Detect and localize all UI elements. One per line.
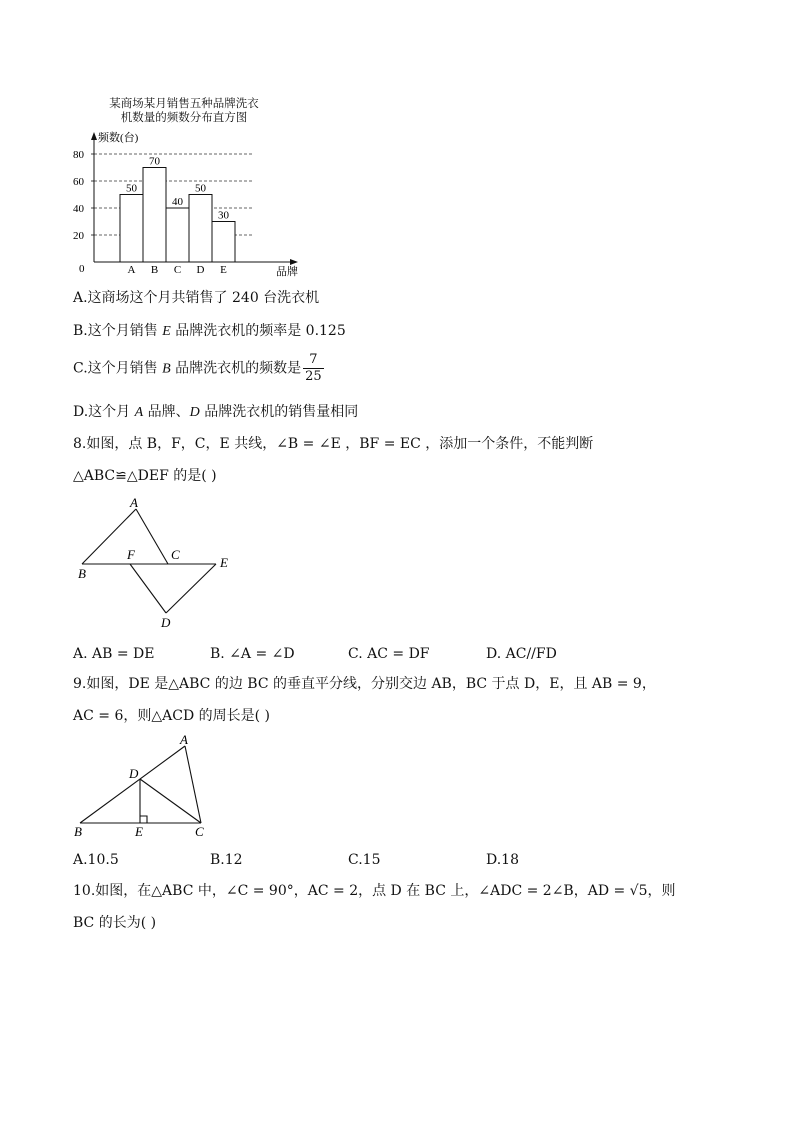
- q7-option-c: C.这个月销售 B 品牌洗衣机的频数是 $\frac{7}{25}$: [73, 352, 322, 384]
- q8-option-b: B. ∠A = ∠D: [210, 646, 295, 662]
- bar-B: [143, 168, 166, 263]
- q8-option-d: D. AC//FD: [486, 646, 557, 662]
- q9-option-c: C.15: [348, 852, 381, 868]
- bar-D: [189, 195, 212, 263]
- q9-option-d: D.18: [486, 852, 519, 868]
- q8-option-a: A. AB = DE: [73, 646, 155, 662]
- q9-stem-line2: AC = 6，则△ACD 的周长是( ): [73, 708, 270, 724]
- origin-label: 0: [79, 263, 85, 275]
- label-E: E: [220, 555, 228, 570]
- label-C: C: [195, 824, 204, 839]
- label-D: D: [129, 766, 139, 781]
- q9-option-a: A.10.5: [73, 852, 119, 868]
- q9-option-b: B.12: [210, 852, 243, 868]
- y-tick-label: 20: [73, 230, 84, 242]
- y-tick-label: 40: [73, 203, 84, 215]
- y-axis-label: 频数(台): [98, 132, 139, 144]
- chart-title-line1: 某商场某月销售五种品牌洗衣: [109, 96, 259, 110]
- bar-value-label: 30: [218, 209, 229, 222]
- bar-value-label: 40: [172, 196, 183, 208]
- label-A: A: [180, 732, 188, 747]
- x-axis-label: 品牌: [276, 266, 298, 278]
- q7-option-d: D.这个月 A 品牌、D 品牌洗衣机的销售量相同: [73, 404, 359, 420]
- y-tick-label: 80: [73, 149, 84, 161]
- x-tick-label: A: [127, 264, 136, 276]
- label-E: E: [135, 824, 143, 839]
- label-C: C: [171, 547, 180, 562]
- q8-option-c: C. AC = DF: [348, 646, 430, 662]
- q10-stem-line2: BC 的长为( ): [73, 915, 157, 931]
- bar-value-label: 70: [149, 155, 160, 168]
- bar-A: [120, 195, 143, 263]
- fraction: $\frac{7}{25}$: [305, 352, 322, 384]
- q8-figure: [70, 495, 240, 635]
- y-tick-label: 60: [73, 176, 84, 188]
- label-A: A: [130, 495, 138, 510]
- q10-stem-line1: 10.如图，在△ABC 中，∠C = 90°，AC = 2，点 D 在 BC 上，∠ADC = 2∠B，AD = √5，则: [73, 883, 676, 899]
- x-axis-arrow: [290, 259, 298, 265]
- bar-E: [212, 222, 235, 263]
- x-tick-label: B: [150, 264, 159, 276]
- x-tick-label: C: [173, 264, 182, 276]
- histogram-chart: [60, 125, 310, 280]
- q8-stem-line1: 8.如图，点 B，F，C，E 共线，∠B = ∠E ，BF = EC ，添加一个条件，不能判断: [73, 436, 594, 452]
- chart-title-line2: 机数量的频数分布直方图: [120, 110, 248, 124]
- label-B: B: [74, 824, 82, 839]
- bar-C: [166, 208, 189, 262]
- q7-option-a: A.这商场这个月共销售了 240 台洗衣机: [73, 290, 320, 306]
- y-axis-arrow: [91, 132, 97, 140]
- q9-stem-line1: 9.如图，DE 是△ABC 的边 BC 的垂直平分线，分别交边 AB，BC 于点 D，E，且 AB = 9，: [73, 676, 656, 692]
- label-D: D: [161, 615, 171, 630]
- label-B: B: [78, 566, 86, 581]
- x-tick-label: D: [196, 264, 205, 276]
- q8-stem-line2: △ABC≌△DEF 的是( ): [73, 468, 217, 484]
- bar-value-label: 50: [195, 182, 206, 195]
- q7-option-b: B.这个月销售 E 品牌洗衣机的频率是 0.125: [73, 323, 346, 339]
- bar-value-label: 50: [126, 182, 137, 195]
- x-tick-label: E: [220, 264, 227, 276]
- label-F: F: [127, 547, 135, 562]
- q9-figure: [70, 732, 220, 842]
